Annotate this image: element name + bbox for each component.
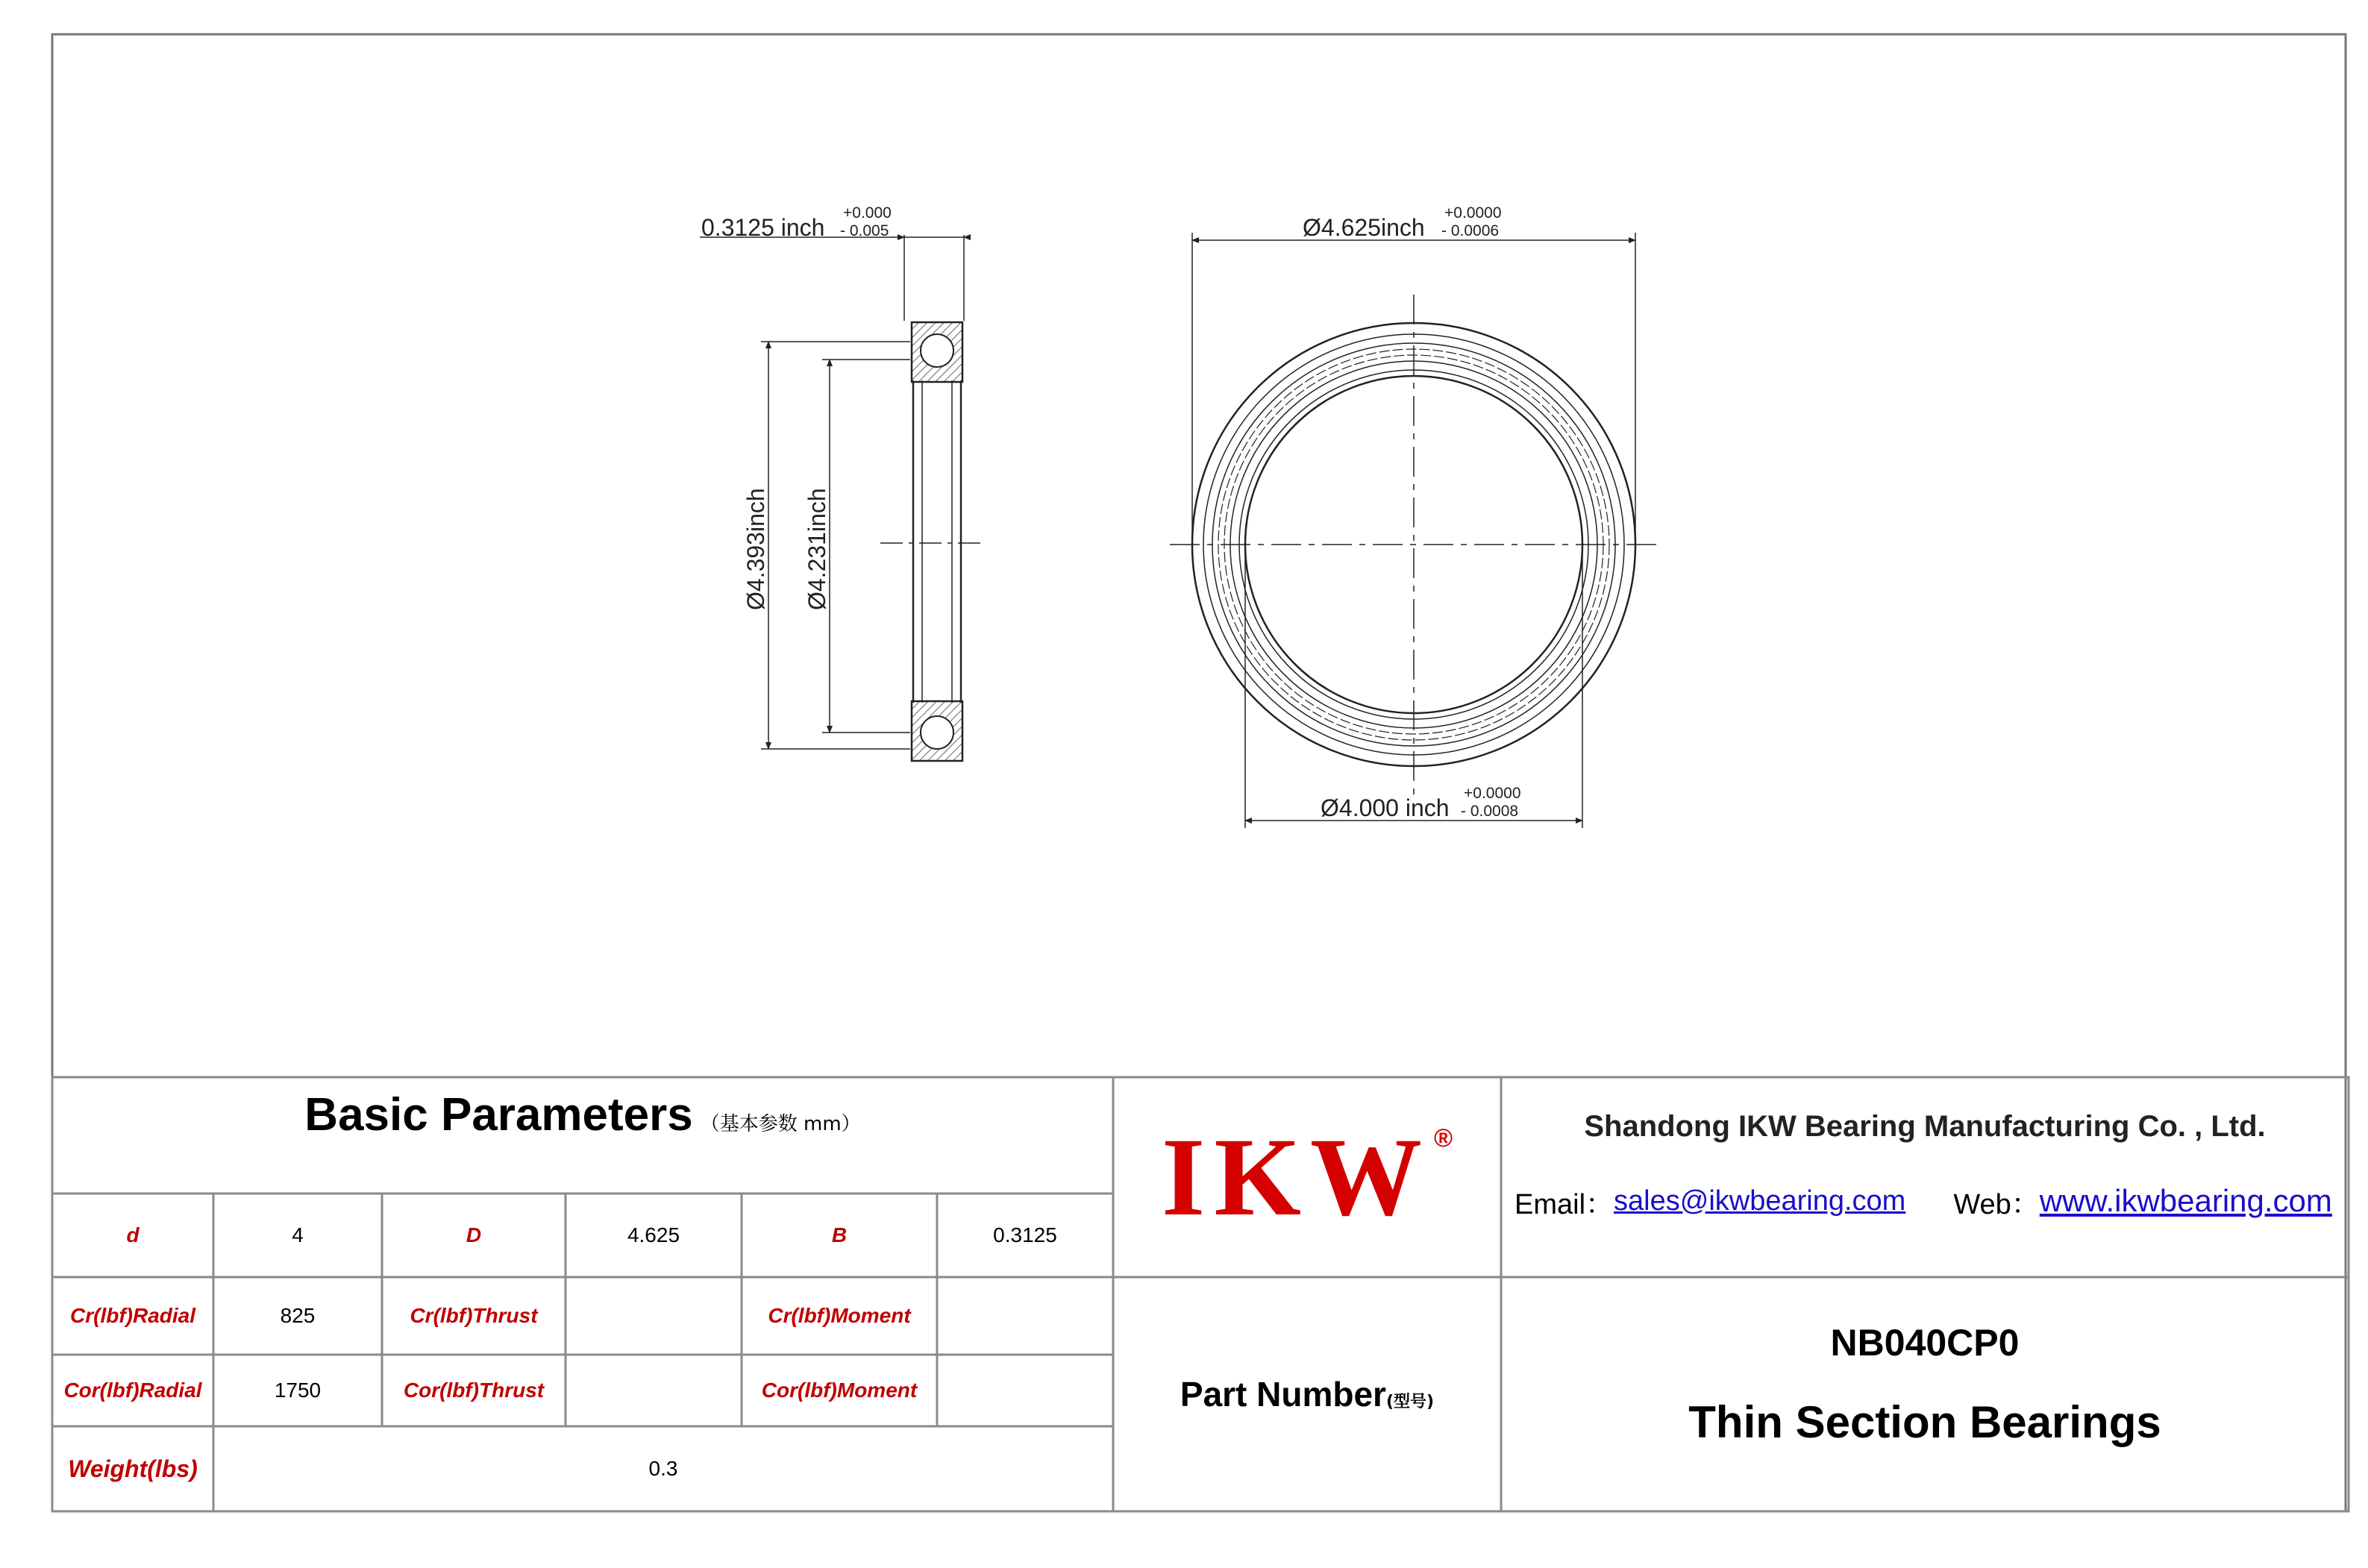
inner-land-dim-label: Ø4.231inch [804,488,830,610]
value-cor-radial: 1750 [274,1379,322,1402]
value-cr-radial: 825 [280,1304,316,1327]
front-view [1170,233,1658,828]
value-D: 4.625 [627,1223,680,1246]
part-number-value: NB040CP0 [1830,1322,2020,1364]
bore-tol-upper: +0.0000 [1464,785,1521,802]
email-link[interactable]: sales@ikwbearing.com [1614,1185,1906,1217]
label-cr-thrust: Cr(lbf)Thrust [410,1304,538,1327]
outer-tol-upper: +0.0000 [1444,204,1502,222]
label-cor-moment: Cor(lbf)Moment [761,1379,918,1402]
label-cor-thrust: Cor(lbf)Thrust [403,1379,545,1402]
width-tol-lower: - 0.005 [840,222,889,239]
width-tol-upper: +0.000 [843,204,892,222]
params-title-text: Basic Parameters [304,1088,693,1141]
registered-mark: ® [1434,1123,1453,1153]
contact-line [1501,1171,2349,1231]
bore-dim-label: Ø4.000 inch [1321,794,1450,821]
part-number-label-text: Part Number [1180,1375,1386,1414]
web-link[interactable]: www.ikwbearing.com [2039,1183,2332,1218]
brand-logo [1113,1077,1501,1277]
label-B: B [831,1223,848,1246]
company-name: Shandong IKW Bearing Manufacturing Co. , Ltd. [1584,1109,2266,1143]
value-weight: 0.3 [648,1457,678,1480]
value-cor-thrust [566,1355,742,1426]
label-D: D [466,1223,482,1246]
part-number-label [1113,1277,1501,1511]
email-label: Email： [1515,1188,1614,1220]
part-number-label-sub: (型号) [1385,1392,1435,1411]
label-d: d [126,1223,140,1246]
label-cor-radial: Cor(lbf)Radial [63,1379,202,1402]
outer-dim-label: Ø4.625inch [1303,214,1425,241]
value-B: 0.3125 [993,1223,1057,1246]
value-cr-thrust [566,1277,742,1355]
bore-tol-lower: - 0.0008 [1461,803,1519,820]
web-label: Web： [1953,1188,2040,1220]
label-weight: Weight(lbs) [68,1455,198,1482]
outer-tol-lower: - 0.0006 [1441,222,1500,239]
logo-text: IKW [1161,1115,1431,1239]
value-cr-moment [937,1277,1113,1355]
value-d: 4 [292,1223,304,1246]
label-cr-radial: Cr(lbf)Radial [70,1304,195,1327]
bearing-type: Thin Section Bearings [1688,1396,2161,1447]
value-cor-moment [937,1355,1113,1426]
outer-land-dim-label: Ø4.393inch [742,488,769,610]
params-title [52,1077,1113,1152]
params-subtitle: （基本参数 mm） [700,1112,861,1135]
label-cr-moment: Cr(lbf)Moment [768,1304,911,1327]
width-dim-label: 0.3125 inch [701,214,825,241]
